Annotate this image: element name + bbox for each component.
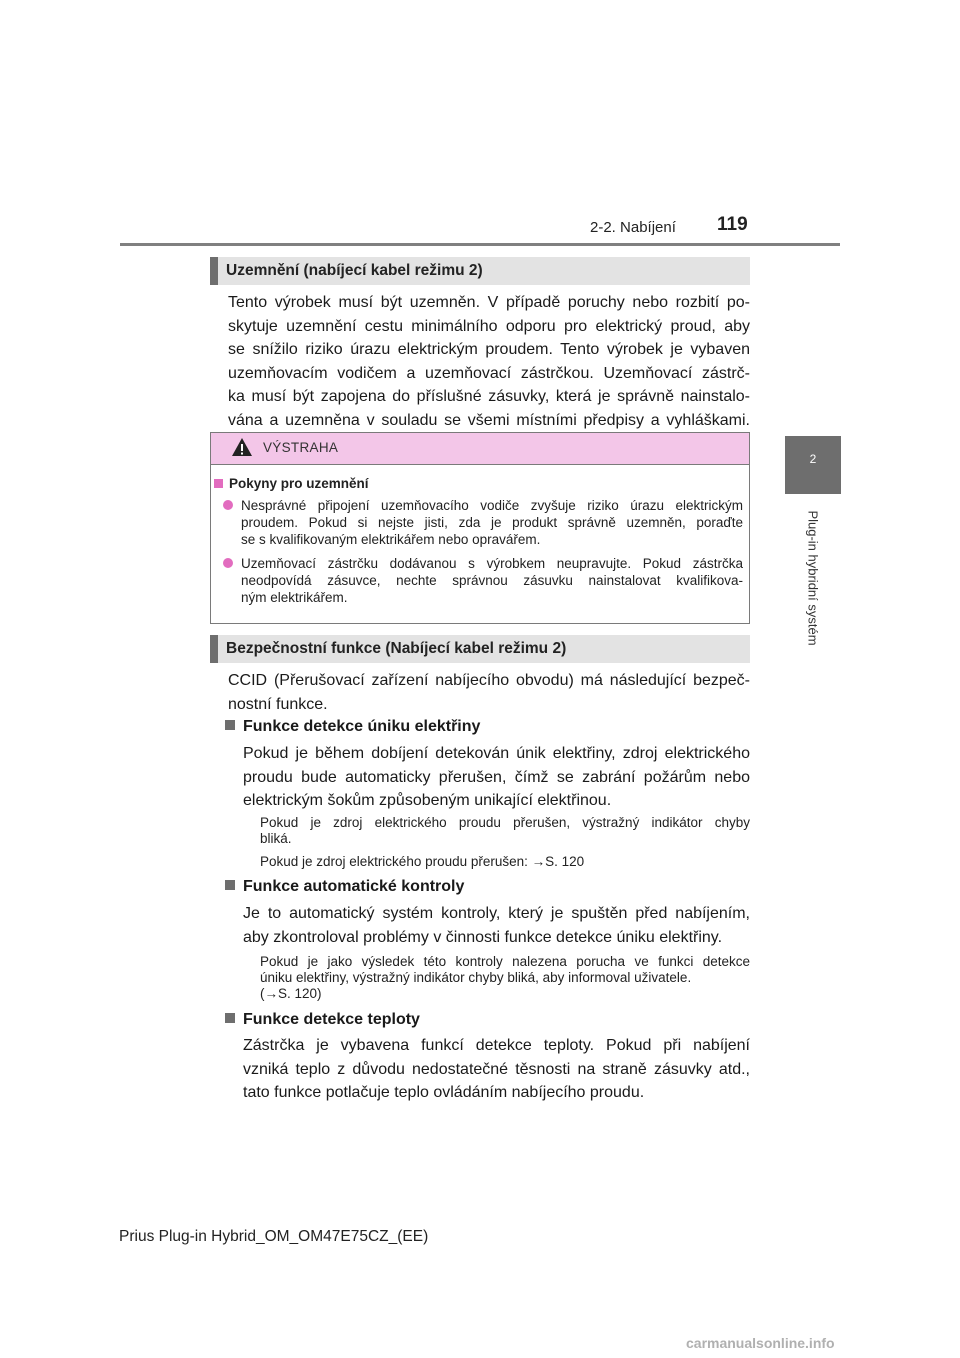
paragraph-line: nostní funkce. (228, 695, 328, 713)
bullet-dot-icon (223, 558, 233, 568)
feature-body (243, 1034, 750, 1105)
feature-body (243, 902, 750, 949)
square-bullet-icon (225, 720, 235, 730)
paragraph-line: skytuje uzemnění cestu minimálního odporu pro elektrický proud, aby (228, 317, 750, 335)
feature-heading (225, 718, 480, 736)
paragraph-line: uzemňovacím vodičem a uzemňovací zástrčkou. Uzemňovací zástrč- (228, 364, 750, 382)
feature-heading (225, 878, 464, 896)
section-heading-grounding (210, 257, 750, 285)
feature-heading-text: Funkce detekce úniku elektřiny (243, 718, 481, 735)
paragraph-line: se snížilo riziko úrazu elektrickým proudem. Tento výrobek je vybaven (228, 341, 750, 358)
feature-line: Zástrčka je vybavena funkcí detekce teploty. Pokud při nabíjení (243, 1037, 750, 1054)
feature-body (243, 742, 750, 813)
bullet-dot-icon (223, 500, 233, 510)
warning-item-text (241, 497, 743, 548)
note-line: úniku elektřiny, výstražný indikátor chyby bliká, aby informoval uživatele. (260, 970, 692, 985)
warning-line: neodpovídá zásuvce, nechte správnou zásuvku nainstalovat kvalifikova- (241, 573, 743, 588)
warning-line: ným elektrikářem. (241, 590, 348, 605)
watermark-text: carmanualsonline.info (686, 1335, 835, 1351)
feature-note (260, 954, 750, 1002)
square-bullet-icon (214, 479, 223, 488)
warning-line: se s kvalifikovaným elektrikářem nebo opravářem. (241, 532, 541, 547)
feature-line: aby zkontroloval problémy v činnosti funkce detekce úniku elektřiny. (243, 928, 723, 946)
note-line: Pokud je zdroj elektrického proudu přerušen, výstražný indikátor chyby (260, 815, 750, 830)
warning-line: proudem. Pokud si nejste jisti, zda je produkt správně uzemněn, poraďte (241, 515, 743, 530)
square-bullet-icon (225, 1013, 235, 1023)
heading-bar (210, 257, 218, 285)
header-rule (120, 243, 840, 246)
feature-heading-text: Funkce detekce teploty (243, 1011, 420, 1028)
feature-heading (225, 1011, 420, 1029)
paragraph-line: ka musí být zapojena do příslušné zásuvky, která je správně nainstalo- (228, 388, 750, 405)
paragraph-line: vána a uzemněna v souladu se všemi místními předpisy a vyhláškami. (228, 411, 750, 429)
section-heading-text: Bezpečnostní funkce (Nabíjecí kabel režimu 2) (226, 640, 567, 657)
grounding-paragraph (228, 291, 750, 432)
chapter-tab-number: 2 (785, 436, 841, 494)
footer-document-id: Prius Plug-in Hybrid_OM_OM47E75CZ_(EE) (119, 1228, 429, 1245)
feature-line: Je to automatický systém kontroly, který je spuštěn před nabíjením, (243, 905, 750, 922)
warning-header (211, 433, 749, 465)
warning-bullet-title (214, 476, 369, 491)
paragraph-line: CCID (Přerušovací zařízení nabíjecího obvodu) má následující bezpeč- (228, 672, 750, 689)
warning-box (210, 432, 750, 624)
warning-item-text (241, 555, 743, 606)
warning-triangle-icon (231, 437, 253, 457)
feature-line: proudu bude automaticky přerušen, čímž se zabrání požárům nebo (243, 768, 750, 786)
safety-intro (228, 669, 750, 716)
feature-note (260, 815, 750, 847)
warning-line: Nesprávné připojení uzemňovacího vodiče zvyšuje riziko úrazu elektrickým (241, 498, 743, 513)
section-heading-safety (210, 635, 750, 663)
note-line: bliká. (260, 831, 292, 846)
feature-line: tato funkce potlačuje teplo ovládáním nabíjecího proudu. (243, 1084, 645, 1101)
warning-title: VÝSTRAHA (263, 440, 339, 455)
feature-line: vzniká teplo z důvodu nedostatečné těsnosti na straně zásuvky atd., (243, 1060, 750, 1078)
heading-bar (210, 635, 218, 663)
note-line: (→S. 120) (260, 986, 322, 1001)
page-number: 119 (717, 214, 748, 235)
feature-line: elektrickým šokům způsobeným unikající elektřinou. (243, 792, 612, 809)
square-bullet-icon (225, 880, 235, 890)
feature-line: Pokud je během dobíjení detekován únik elektřiny, zdroj elektrického (243, 745, 750, 762)
paragraph-line: Tento výrobek musí být uzemněn. V případě poruchy nebo rozbití po- (228, 294, 750, 311)
section-label: 2-2. Nabíjení (590, 219, 676, 236)
warning-bullet-title-text: Pokyny pro uzemnění (229, 476, 369, 491)
note-line: Pokud je jako výsledek této kontroly nalezena porucha ve funkci detekce (260, 954, 750, 969)
chapter-tab-label (788, 498, 838, 658)
feature-heading-text: Funkce automatické kontroly (243, 878, 465, 895)
warning-line: Uzemňovací zástrčku dodávanou s výrobkem neupravujte. Pokud zástrčka (241, 556, 743, 571)
section-heading-text: Uzemnění (nabíjecí kabel režimu 2) (226, 262, 483, 279)
chapter-tab-label-text: Plug-in hybridní systém (805, 510, 821, 646)
feature-note-reference: Pokud je zdroj elektrického proudu přerušen: →S. 120 (260, 854, 585, 869)
